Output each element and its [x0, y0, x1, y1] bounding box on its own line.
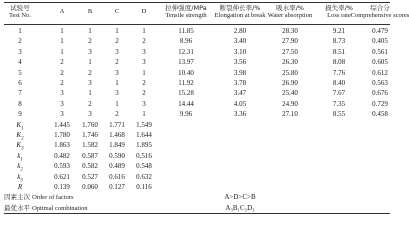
data-cell: 3 [60, 110, 64, 119]
data-cell: 2 [60, 68, 64, 77]
data-cell: 28.30 [282, 27, 298, 35]
data-cell: 13.97 [178, 58, 194, 67]
test-number: 8 [18, 99, 22, 108]
data-cell: 1 [88, 89, 92, 98]
data-cell: 25.40 [282, 89, 298, 98]
stat-value: 1.863 [54, 141, 70, 150]
column-header-en: Tensile strength [165, 12, 207, 19]
column-header-zh: 试验号 [10, 4, 30, 12]
data-cell: 3 [88, 79, 92, 87]
stat-value: 0.632 [136, 172, 152, 181]
column-header-en: Loss rate [327, 12, 351, 19]
stat-value: 0.548 [136, 162, 152, 171]
column-header-zh: 拉伸强度/MPa [165, 4, 207, 12]
stat-value: 1.445 [54, 120, 70, 129]
data-cell: 3 [142, 58, 146, 67]
data-cell: 0.729 [372, 99, 388, 108]
data-cell: 7.35 [332, 99, 346, 108]
stat-label: $K_1$ [16, 120, 24, 131]
data-cell: 2 [88, 37, 92, 46]
footer-label-zh: 最优水平 [4, 203, 33, 212]
data-cell: 0.612 [372, 68, 388, 77]
column-header-zh: 损失率/% [325, 4, 353, 12]
stat-value: 0.590 [109, 151, 125, 160]
data-cell: 3 [115, 89, 119, 98]
data-cell: 0.479 [372, 27, 388, 35]
data-cell: 26.90 [282, 79, 298, 87]
data-cell: 8.51 [332, 47, 346, 56]
data-cell: 1 [88, 58, 92, 67]
test-number: 3 [18, 47, 22, 56]
data-cell: 0.676 [372, 89, 388, 98]
data-cell: 3 [88, 110, 92, 119]
data-cell: 2 [115, 37, 119, 46]
stat-value: 0.116 [136, 183, 152, 191]
stat-label-subscript: 3 [20, 177, 23, 183]
data-cell: 10.40 [178, 68, 194, 77]
stat-value: 0.127 [109, 183, 125, 191]
data-cell: 8.40 [332, 79, 346, 87]
data-cell: 0.561 [372, 47, 388, 56]
data-cell: 3 [60, 99, 64, 108]
data-cell: 12.31 [178, 47, 194, 56]
footer-label [4, 194, 74, 202]
data-cell: 0.458 [372, 110, 388, 119]
stat-value: 0.587 [82, 151, 98, 160]
data-cell: 24.90 [282, 99, 298, 108]
test-number: 6 [18, 79, 22, 87]
data-cell: 2 [115, 110, 119, 119]
data-cell: 8.08 [332, 58, 346, 67]
data-cell: 1 [60, 27, 64, 35]
header-rule [4, 24, 390, 25]
stat-value: 0.489 [109, 162, 125, 171]
stat-value: 1.895 [136, 141, 152, 150]
column-header-zh: 断裂伸长率/% [219, 4, 261, 12]
stat-value: 1.468 [109, 131, 125, 139]
column-header-en: Test No. [9, 12, 31, 19]
bottom-rule [4, 213, 390, 214]
test-number: 9 [18, 110, 22, 119]
test-number: 7 [18, 89, 22, 98]
data-cell: 26.30 [282, 58, 298, 67]
stat-value: 1.849 [109, 141, 125, 150]
stat-value: 1.644 [136, 131, 152, 139]
stat-value: 0.582 [82, 162, 98, 171]
data-cell: 3 [88, 47, 92, 56]
test-number: 1 [18, 27, 22, 35]
data-cell: 15.28 [178, 89, 194, 98]
column-header-factor: B [87, 8, 93, 15]
top-rule [4, 2, 390, 3]
column-header-en: Elongation at break [214, 12, 266, 19]
data-cell: 2 [60, 79, 64, 87]
data-cell: 1 [60, 37, 64, 46]
data-cell: 2 [142, 37, 146, 46]
data-cell: 8.55 [332, 110, 346, 119]
data-cell: 3.47 [233, 89, 247, 98]
test-number: 4 [18, 58, 22, 67]
column-header-factor: A [59, 8, 65, 15]
stat-value: 0.516 [136, 151, 152, 160]
data-cell: 3.40 [233, 37, 247, 46]
test-number: 5 [18, 68, 22, 77]
footer-label-en: Order of factors [32, 194, 74, 202]
data-cell: 11.85 [178, 27, 194, 35]
data-cell: 1 [142, 27, 146, 35]
data-cell: 2 [115, 58, 119, 67]
stat-label: $k_2$ [17, 162, 23, 173]
column-header-zh: 综合分 [370, 4, 390, 12]
data-cell: 1 [142, 68, 146, 77]
stat-value: 0.621 [54, 172, 70, 181]
column-header-factor: D [141, 8, 147, 15]
data-cell: 1 [115, 99, 119, 108]
data-cell: 3.98 [233, 68, 247, 77]
stat-label-subscript: 3 [21, 146, 24, 152]
stat-value: 0.527 [82, 172, 98, 181]
stat-value: 1.582 [82, 141, 98, 150]
data-cell: 9.96 [179, 110, 193, 119]
stat-label-subscript: 2 [20, 167, 23, 173]
data-cell: 0.405 [372, 37, 388, 46]
data-cell: 11.92 [178, 79, 194, 87]
data-cell: 3.78 [233, 79, 247, 87]
stat-label: $k_3$ [17, 172, 23, 183]
footer-label [4, 205, 88, 213]
data-cell: 3.56 [233, 58, 247, 67]
data-cell: 1 [142, 110, 146, 119]
data-cell: 9.21 [332, 27, 346, 35]
data-cell: 2 [88, 68, 92, 77]
stat-value: 1.771 [109, 120, 125, 129]
data-cell: 0.605 [372, 58, 388, 67]
stat-value: 0.616 [109, 172, 125, 181]
stat-label-subscript: 2 [21, 136, 24, 142]
data-cell: 2.80 [233, 27, 247, 35]
data-cell: 1 [115, 79, 119, 87]
data-cell: 8.96 [179, 37, 193, 46]
stat-label: $k_1$ [17, 151, 23, 163]
stat-value: 0.593 [54, 162, 70, 171]
data-cell: 7.67 [332, 89, 346, 98]
data-cell: 27.10 [282, 110, 298, 119]
stat-label-subscript: 1 [21, 125, 24, 131]
data-cell: 2 [88, 99, 92, 108]
stat-label: R [17, 183, 23, 191]
data-cell: 2 [142, 89, 146, 98]
data-cell: 1 [115, 27, 119, 35]
footer-value: A>D>C>B [224, 193, 256, 202]
footer-value: A₃B₁C₃D₃ [225, 203, 255, 212]
stat-value: 1.746 [82, 131, 98, 139]
data-cell: 1 [88, 27, 92, 35]
stat-value: 1.780 [54, 131, 70, 139]
data-cell: 1 [60, 47, 64, 56]
stat-label-subscript: 1 [20, 157, 23, 163]
data-cell: 3 [142, 47, 146, 56]
data-cell: 3 [115, 68, 119, 77]
footer-label-zh: 因素主次 [4, 193, 33, 202]
stat-value: 0.139 [54, 183, 70, 191]
data-cell: 8.73 [332, 37, 346, 46]
data-cell: 3.36 [233, 110, 247, 119]
data-cell: 3 [142, 99, 146, 108]
data-cell: 27.50 [282, 47, 298, 56]
data-cell: 2 [142, 79, 146, 87]
stat-value: 1.760 [82, 120, 98, 129]
column-header-zh: 吸水率/% [276, 4, 304, 12]
data-cell: 7.76 [332, 68, 346, 77]
test-number: 2 [18, 37, 22, 46]
data-cell: 25.80 [282, 68, 298, 77]
data-cell: 2 [60, 58, 64, 67]
column-header-en: Water absorption [267, 12, 313, 19]
stat-value: 0.060 [82, 183, 98, 191]
data-cell: 0.563 [372, 79, 388, 87]
column-header-factor: C [114, 8, 120, 15]
data-cell: 3.10 [233, 47, 247, 56]
footer-label-en: Optimal combination [32, 204, 88, 212]
data-cell: 27.90 [282, 37, 298, 46]
stat-label: $K_2$ [16, 131, 24, 142]
stat-value: 1.549 [136, 120, 152, 129]
data-cell: 4.05 [233, 99, 247, 108]
data-cell: 14.44 [178, 99, 194, 108]
data-cell: 3 [60, 89, 64, 98]
data-cell: 3 [115, 47, 119, 56]
stat-label: $K_3$ [16, 141, 24, 152]
column-header-en: Comprehensive scores [350, 12, 409, 19]
stat-value: 0.482 [54, 151, 70, 160]
